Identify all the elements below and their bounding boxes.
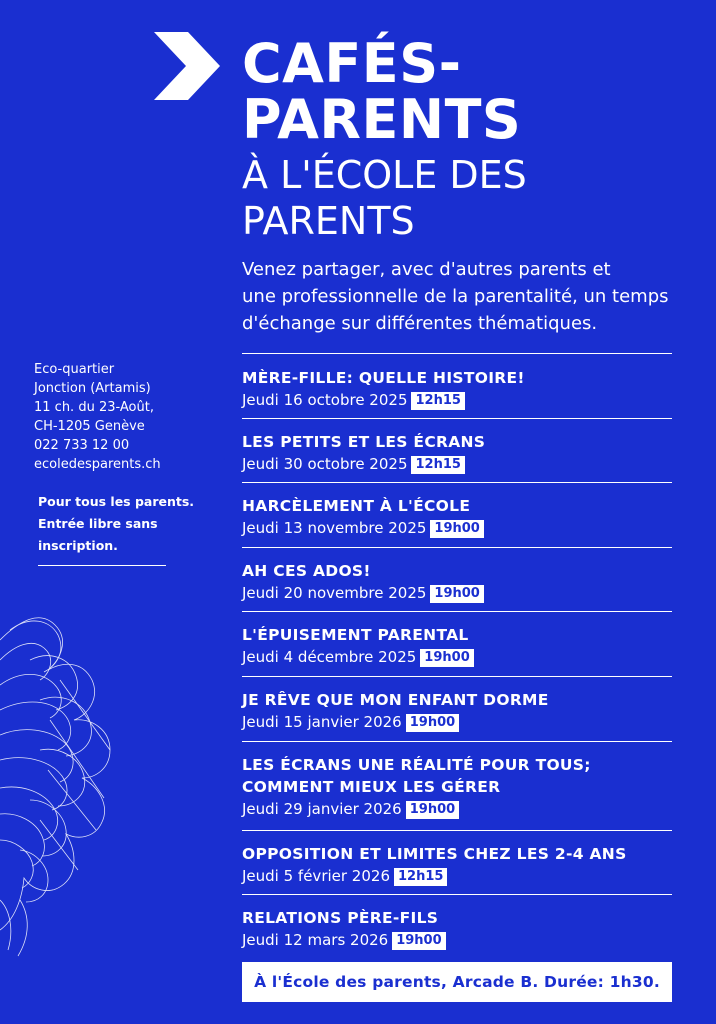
event-time-badge: 19h00 bbox=[430, 520, 483, 538]
title-line-2: PARENTS bbox=[242, 88, 522, 151]
address-line-2: Jonction (Artamis) bbox=[34, 381, 151, 396]
event-date: Jeudi 13 novembre 2025 bbox=[242, 519, 427, 537]
event-date: Jeudi 12 mars 2026 bbox=[242, 931, 389, 949]
event-title: LES ÉCRANS UNE RÉALITÉ POUR TOUS; bbox=[242, 756, 591, 774]
phone-number: 022 733 12 00 bbox=[34, 438, 130, 453]
event-date: Jeudi 4 décembre 2025 bbox=[242, 648, 417, 666]
event-date: Jeudi 29 janvier 2026 bbox=[242, 800, 402, 818]
notice-divider bbox=[38, 565, 166, 566]
event-item bbox=[242, 754, 682, 820]
event-date-row bbox=[242, 453, 682, 475]
event-date: Jeudi 5 février 2026 bbox=[242, 867, 390, 885]
event-time-badge: 12h15 bbox=[394, 868, 447, 886]
divider bbox=[242, 418, 672, 419]
intro-line-1: Venez partager, avec d'autres parents et bbox=[242, 259, 611, 280]
notice-line-3: inscription. bbox=[38, 538, 118, 553]
event-date-row bbox=[242, 582, 682, 604]
divider bbox=[242, 741, 672, 742]
event-item bbox=[242, 907, 682, 951]
event-date-row bbox=[242, 389, 682, 411]
title-block bbox=[242, 32, 682, 244]
event-date-row bbox=[242, 517, 682, 539]
divider bbox=[242, 611, 672, 612]
event-item bbox=[242, 689, 682, 733]
event-time-badge: 19h00 bbox=[392, 932, 445, 950]
address-line-1: Eco-quartier bbox=[34, 362, 115, 377]
event-item bbox=[242, 495, 682, 539]
event-item bbox=[242, 843, 682, 887]
address-line-3: 11 ch. du 23-Août, bbox=[34, 400, 154, 415]
notice-block bbox=[38, 491, 198, 557]
divider bbox=[242, 676, 672, 677]
divider bbox=[242, 482, 672, 483]
intro-line-3: d'échange sur différentes thématiques. bbox=[242, 313, 598, 334]
subtitle-line-2: PARENTS bbox=[242, 199, 415, 243]
event-item bbox=[242, 560, 682, 604]
event-date: Jeudi 15 janvier 2026 bbox=[242, 713, 402, 731]
intro-line-2: une professionnelle de la parentalité, un temps bbox=[242, 286, 669, 307]
event-title: AH CES ADOS! bbox=[242, 562, 371, 580]
event-date-row bbox=[242, 711, 682, 733]
flower-illustration bbox=[0, 600, 200, 970]
event-item bbox=[242, 431, 682, 475]
divider bbox=[242, 547, 672, 548]
event-time-badge: 19h00 bbox=[420, 649, 473, 667]
intro-text bbox=[242, 256, 682, 337]
event-title: RELATIONS PÈRE-FILS bbox=[242, 909, 439, 927]
event-date: Jeudi 20 novembre 2025 bbox=[242, 584, 427, 602]
event-time-badge: 19h00 bbox=[430, 585, 483, 603]
event-date: Jeudi 16 octobre 2025 bbox=[242, 391, 408, 409]
event-date-row bbox=[242, 865, 682, 887]
event-date-row bbox=[242, 798, 682, 820]
event-item bbox=[242, 367, 682, 411]
event-date-row bbox=[242, 929, 682, 951]
event-time-badge: 19h00 bbox=[406, 801, 459, 819]
notice-line-2: Entrée libre sans bbox=[38, 516, 158, 531]
title-line-1: CAFÉS- bbox=[242, 32, 462, 95]
divider bbox=[242, 830, 672, 831]
address-block bbox=[34, 360, 204, 474]
event-time-badge: 12h15 bbox=[411, 392, 464, 410]
event-title: OPPOSITION ET LIMITES CHEZ LES 2-4 ANS bbox=[242, 845, 627, 863]
event-date-row bbox=[242, 646, 682, 668]
event-title: JE RÊVE QUE MON ENFANT DORME bbox=[242, 691, 549, 709]
website-link[interactable]: ecoledesparents.ch bbox=[34, 457, 161, 472]
address-line-4: CH-1205 Genève bbox=[34, 419, 145, 434]
event-title-line-2: COMMENT MIEUX LES GÉRER bbox=[242, 778, 501, 796]
footer-banner: À l'École des parents, Arcade B. Durée: 1h30. bbox=[242, 962, 672, 1002]
event-title: LES PETITS ET LES ÉCRANS bbox=[242, 433, 486, 451]
notice-line-1: Pour tous les parents. bbox=[38, 494, 195, 509]
event-title: L'ÉPUISEMENT PARENTAL bbox=[242, 626, 469, 644]
event-date: Jeudi 30 octobre 2025 bbox=[242, 455, 408, 473]
chevron-right-icon bbox=[154, 32, 220, 100]
event-title: MÈRE-FILLE: QUELLE HISTOIRE! bbox=[242, 369, 525, 387]
divider bbox=[242, 353, 672, 354]
event-title: HARCÈLEMENT À L'ÉCOLE bbox=[242, 497, 471, 515]
event-time-badge: 19h00 bbox=[406, 714, 459, 732]
event-item bbox=[242, 624, 682, 668]
event-time-badge: 12h15 bbox=[411, 456, 464, 474]
subtitle-line-1: À L'ÉCOLE DES bbox=[242, 153, 527, 197]
divider bbox=[242, 894, 672, 895]
